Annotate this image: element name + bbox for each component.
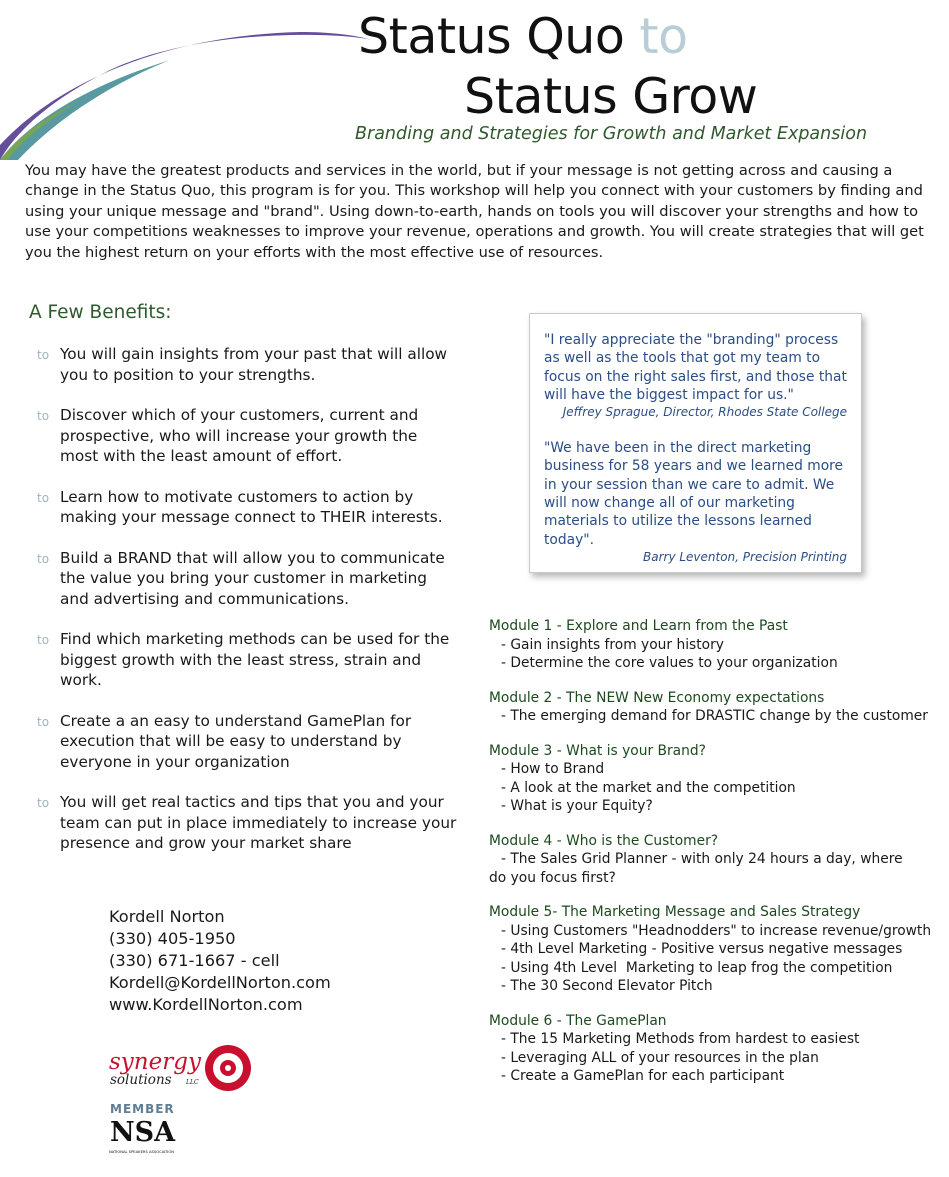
to-bullet-icon: to	[37, 348, 50, 362]
solutions-word: solutions	[110, 1072, 172, 1088]
title-line-1	[358, 8, 688, 66]
module-title: Module 1 - Explore and Learn from the Past	[489, 618, 788, 634]
benefit-item	[37, 405, 457, 467]
module-2	[489, 689, 939, 726]
to-bullet-icon: to	[37, 551, 50, 566]
contact-name: Kordell Norton	[109, 907, 225, 926]
module-title: Module 4 - Who is the Customer?	[489, 832, 719, 849]
benefit-text: Build a BRAND that will allow you to communicate the value you bring your customer in marketing and advertising and communications.	[60, 548, 445, 608]
module-line: - Create a GamePlan for each participant	[501, 1068, 785, 1084]
benefit-item	[37, 792, 457, 854]
benefit-item	[37, 487, 457, 528]
benefit-text: You will gain insights from your past that will allow you to position to your strengths.	[60, 345, 448, 384]
module-line: - Using 4th Level Marketing to leap frog the competition	[501, 959, 893, 976]
to-bullet-icon: to	[37, 409, 50, 423]
module-line: - Leveraging ALL of your resources in the plan	[501, 1049, 819, 1066]
module-1	[489, 617, 939, 673]
module-line: - Using Customers "Headnodders" to increase revenue/growth	[501, 922, 932, 939]
module-line: - 4th Level Marketing - Positive versus negative messages	[501, 941, 903, 957]
llc-word: LLC	[186, 1079, 199, 1086]
to-bullet-icon: to	[37, 490, 50, 505]
benefits-list	[37, 344, 457, 874]
testimonial-box	[529, 313, 862, 573]
nsa-word: NSA	[110, 1117, 176, 1148]
subtitle: Branding and Strategies for Growth and Market Expansion	[355, 124, 868, 144]
testimonial-attribution: Barry Leventon, Precision Printing	[642, 549, 847, 564]
contact-email: Kordell@KordellNorton.com	[109, 973, 331, 992]
module-line: - The 15 Marketing Methods from hardest to easiest	[501, 1031, 860, 1047]
decorative-swoosh	[0, 0, 380, 160]
title-status-quo: Status Quo	[358, 8, 640, 65]
module-line: - What is your Equity?	[501, 798, 653, 814]
benefit-text: Learn how to motivate customers to action by making your message connect to THEIR interests.	[60, 487, 443, 526]
to-bullet-icon: to	[37, 714, 50, 729]
contact-block	[109, 906, 331, 1016]
module-title: Module 5- The Marketing Message and Sales Strategy	[489, 904, 861, 920]
benefit-item	[37, 344, 457, 385]
module-4	[489, 832, 939, 888]
to-bullet-icon: to	[37, 633, 50, 647]
to-bullet-icon: to	[37, 796, 50, 810]
testimonial-attribution: Jeffrey Sprague, Director, Rhodes State College	[562, 405, 847, 420]
synergy-solutions-logo	[106, 1040, 266, 1098]
intro-paragraph: You may have the greatest products and services in the world, but if your message is not getting across and causing a change in the Status Quo, this program is for you. This workshop will help you connect with your customers by finding and using your unique message and "brand". Using down-to-earth, hands on tools you will discover your strengths and how to use your competitions weaknesses to improve your revenue, operations and growth. You will create strategies that will get you the highest return on your efforts with the most effective use of resources.	[25, 162, 924, 261]
benefit-item	[37, 711, 457, 773]
module-title: Module 2 - The NEW New Economy expectations	[489, 689, 825, 706]
title-line-2: Status Grow	[464, 68, 758, 125]
module-title: Module 3 - What is your Brand?	[489, 742, 706, 759]
benefit-item	[37, 629, 457, 691]
module-line: do you focus first?	[489, 869, 616, 886]
module-line: - The Sales Grid Planner - with only 24 hours a day, where	[501, 851, 903, 867]
contact-phone: (330) 405-1950	[109, 929, 236, 948]
member-word: MEMBER	[110, 1102, 175, 1116]
module-line: - The 30 Second Elevator Pitch	[501, 978, 713, 994]
benefit-item	[37, 548, 457, 610]
title-to-word: to	[639, 8, 688, 65]
testimonial-quote: "We have been in the direct marketing business for 58 years and we learned more in your session than we care to admit. We will now change all of our marketing materials to utilize the lessons learned today".	[544, 440, 843, 548]
synergy-word: synergy	[109, 1049, 201, 1075]
module-title: Module 6 - The GamePlan	[489, 1012, 667, 1029]
benefits-heading: A Few Benefits:	[29, 302, 172, 323]
benefit-text: Create a an easy to understand GamePlan for execution that will be easy to understand by everyone in your organization	[60, 711, 412, 771]
testimonial-quote: "I really appreciate the "branding" process as well as the tools that got my team to focus on the right sales first, and those that will have the biggest impact for us."	[544, 332, 847, 403]
modules-list	[489, 617, 939, 1102]
module-line: - A look at the market and the competition	[501, 779, 796, 796]
module-line: - Gain insights from your history	[501, 636, 724, 653]
module-5	[489, 903, 939, 996]
module-6	[489, 1012, 939, 1086]
module-line: - The emerging demand for DRASTIC change by the customer	[501, 708, 928, 724]
nsa-full-name: NATIONAL SPEAKERS ASSOCIATION	[109, 1150, 174, 1154]
module-line: - How to Brand	[501, 761, 605, 777]
contact-cell: (330) 671-1667 - cell	[109, 951, 280, 970]
benefit-text: You will get real tactics and tips that you and your team can put in place immediately to increase your presence and grow your market share	[60, 793, 457, 852]
module-3	[489, 742, 939, 816]
contact-website: www.KordellNorton.com	[109, 995, 303, 1014]
benefit-text: Find which marketing methods can be used for the biggest growth with the least stress, strain and work.	[60, 630, 450, 689]
nsa-member-logo	[107, 1100, 187, 1156]
module-line: - Determine the core values to your organization	[501, 655, 838, 671]
benefit-text: Discover which of your customers, current and prospective, who will increase your growth the most with the least amount of effort.	[60, 406, 419, 465]
